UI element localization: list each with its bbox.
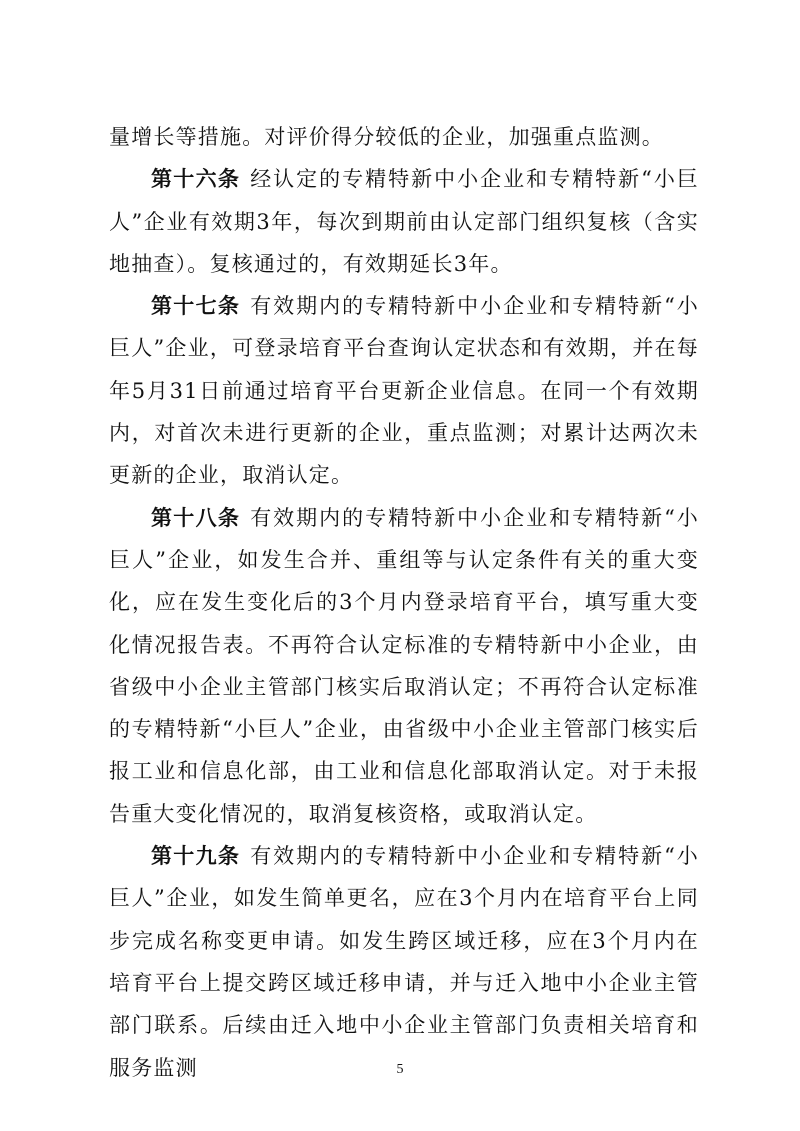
article-text: 有效期内的专精特新中小企业和专精特新“小巨人”企业，如发生合并、重组等与认定条件有关的重大变化，应在发生变化后的3个月内登录培育平台，填写重大变化情况报告表。不再符合认定标准的专精特新中小企业，由省级中小企业主管部门核实后取消认定；不再符合认定标准的专精特新“小巨人”企业，由省级中小企业主管部门核实后报工业和信息化部，由工业和信息化部取消认定。对于未报告重大变化情况的，取消复核资格，或取消认定。 — [109, 505, 700, 826]
article-text: 有效期内的专精特新中小企业和专精特新“小巨人”企业，如发生简单更名，应在3个月内在培育平台上同步完成名称变更申请。如发生跨区域迁移，应在3个月内在培育平台上提交跨区域迁移申请，并与迁入地中小企业主管部门联系。后续由迁入地中小企业主管部门负责相关培育和服务监测 — [109, 844, 700, 1080]
paragraph-text: 量增长等措施。对评价得分较低的企业，加强重点监测。 — [109, 125, 664, 149]
article-label: 第十六条 — [151, 167, 241, 192]
article-text: 有效期内的专精特新中小企业和专精特新“小巨人”企业，可登录培育平台查询认定状态和有效期，并在每年5月31日前通过培育平台更新企业信息。在同一个有效期内，对首次未进行更新的企业，重点监测；对累计达两次未更新的企业，取消认定。 — [109, 294, 700, 488]
article-text: 经认定的专精特新中小企业和专精特新“小巨人”企业有效期3年，每次到期前由认定部门组织复核（含实地抽查）。复核通过的，有效期延长3年。 — [109, 167, 700, 276]
page-number: 5 — [396, 1062, 404, 1077]
document-body — [109, 116, 699, 1089]
article-label: 第十七条 — [151, 294, 241, 319]
article-label: 第十九条 — [151, 844, 241, 869]
article-label: 第十八条 — [151, 505, 241, 530]
paragraph-continuation — [109, 116, 699, 158]
article-18 — [109, 497, 699, 835]
article-17 — [109, 285, 699, 496]
article-16 — [109, 158, 699, 285]
article-19 — [109, 835, 699, 1089]
